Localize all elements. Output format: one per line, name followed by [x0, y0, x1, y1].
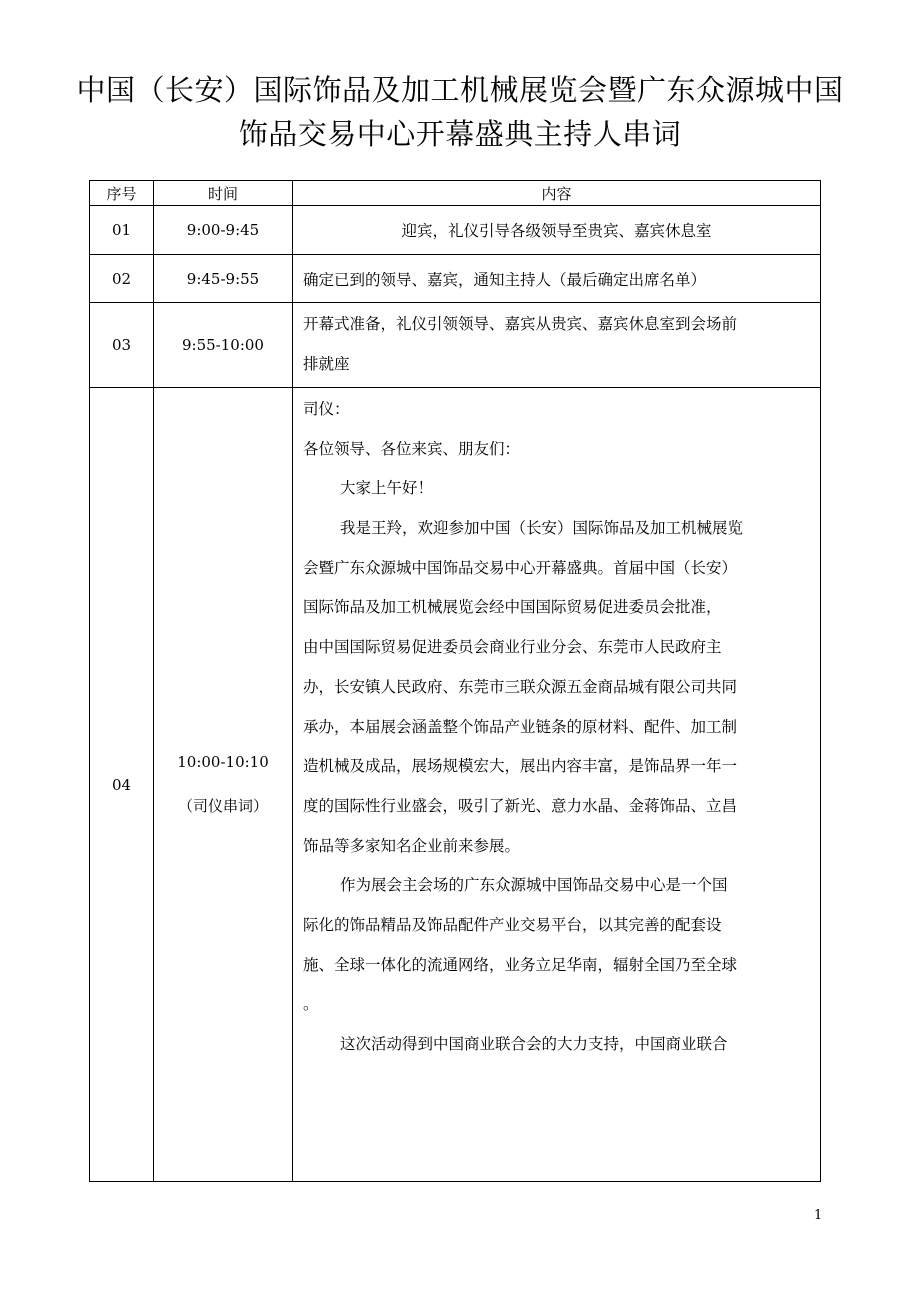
- row-time: 9:55-10:00: [154, 303, 293, 388]
- script-line: 国际饰品及加工机械展览会经中国国际贸易促进委员会批准，: [303, 598, 722, 617]
- script-line: 办，长安镇人民政府、东莞市三联众源五金商品城有限公司共同: [303, 677, 738, 696]
- page-number: 1: [814, 1208, 823, 1223]
- row-time: 9:00-9:45: [154, 206, 293, 255]
- header-content: 内容: [293, 181, 821, 206]
- row-time: 10:00-10:10: [177, 753, 269, 771]
- row-content: [293, 303, 821, 388]
- script-line: 造机械及成品，展场规模宏大，展出内容丰富，是饰品界一年一: [303, 757, 738, 776]
- schedule-table: [89, 180, 821, 1182]
- table-row: [90, 388, 821, 1182]
- script-line: 会暨广东众源城中国饰品交易中心开幕盛典。首届中国（长安）: [303, 558, 738, 577]
- script-line: 大家上午好！: [340, 479, 434, 498]
- script-line: 由中国国际贸易促进委员会商业行业分会、东莞市人民政府主: [303, 638, 722, 657]
- script-line: 度的国际性行业盛会，吸引了新光、意力水晶、金蒋饰品、立昌: [303, 796, 738, 815]
- script-line: 各位领导、各位来宾、朋友们：: [303, 439, 521, 458]
- script-line: 司仪：: [303, 400, 350, 418]
- table-row: [90, 255, 821, 303]
- table-row: [90, 303, 821, 388]
- row-time-note: （司仪串词）: [177, 797, 268, 815]
- content-line: 排就座: [303, 355, 350, 373]
- document-title-line-2: 饰品交易中心开幕盛典主持人串词: [238, 117, 682, 151]
- row-number: 03: [90, 303, 154, 388]
- script-line: 施、全球一体化的流通网络，业务立足华南，辐射全国乃至全球: [303, 955, 738, 974]
- host-script: [293, 388, 821, 1182]
- table-header-row: [90, 181, 821, 206]
- header-time: 时间: [154, 181, 293, 206]
- script-line: 这次活动得到中国商业联合会的大力支持，中国商业联合: [340, 1035, 728, 1053]
- row-content: 迎宾，礼仪引导各级领导至贵宾、嘉宾休息室: [293, 206, 821, 255]
- row-number: 02: [90, 255, 154, 303]
- script-line: 饰品等多家知名企业前来参展。: [303, 836, 521, 855]
- row-number: 01: [90, 206, 154, 255]
- row-number: 04: [90, 388, 154, 1182]
- script-line: 承办，本届展会涵盖整个饰品产业链条的原材料、配件、加工制: [303, 717, 738, 736]
- row-content: 确定已到的领导、嘉宾，通知主持人（最后确定出席名单）: [293, 255, 821, 303]
- document-title-line-1: 中国（长安）国际饰品及加工机械展览会暨广东众源城中国: [76, 73, 844, 107]
- table-row: [90, 206, 821, 255]
- script-line: 。: [303, 995, 319, 1014]
- script-line: 际化的饰品精品及饰品配件产业交易平台，以其完善的配套设: [303, 915, 722, 934]
- row-time-cell: [154, 388, 293, 1182]
- row-time: 9:45-9:55: [154, 255, 293, 303]
- script-line: 我是王羚，欢迎参加中国（长安）国际饰品及加工机械展览: [340, 519, 744, 538]
- script-line: 作为展会主会场的广东众源城中国饰品交易中心是一个国: [340, 876, 728, 895]
- content-line: 开幕式准备，礼仪引领领导、嘉宾从贵宾、嘉宾休息室到会场前: [303, 315, 738, 334]
- header-number: 序号: [90, 181, 154, 206]
